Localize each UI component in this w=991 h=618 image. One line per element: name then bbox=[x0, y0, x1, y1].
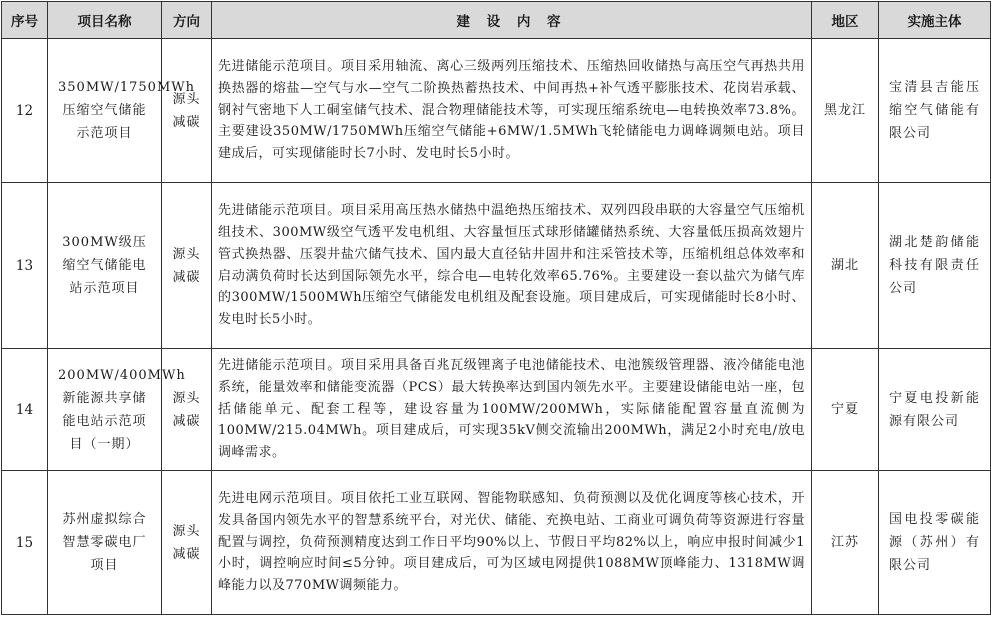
region-cell: 宁夏 bbox=[812, 349, 879, 471]
implementing-entity-cell: 国电投零碳能源（苏州）有限公司 bbox=[879, 471, 991, 615]
direction-cell: 源头减碳 bbox=[162, 183, 212, 349]
project-name-cell: 300MW级压缩空气储能电站示范项目 bbox=[48, 183, 162, 349]
table-header-row bbox=[2, 2, 991, 39]
implementing-entity-cell: 宁夏电投新能源有限公司 bbox=[879, 349, 991, 471]
project-name-cell: 200MW/400MWh新能源共享储能电站示范项目（一期） bbox=[48, 349, 162, 471]
region-cell: 江苏 bbox=[812, 471, 879, 615]
serial-number-cell: 13 bbox=[2, 183, 48, 349]
implementing-entity-cell: 湖北楚韵储能科技有限责任公司 bbox=[879, 183, 991, 349]
construction-content-cell: 先进电网示范项目。项目依托工业互联网、智能物联感知、负荷预测以及优化调度等核心技术，开发具备国内领先水平的智慧系统平台，对光伏、储能、充换电站、工商业可调负荷等资源进行容量配置与调控，负荷预测精度达到工作日平均90%以上、节假日平均82%以上，响应申报时间减少1小时，调控响应时间≤5分钟。项目建成后，可为区域电网提供1088MW顶峰能力、1318MW调峰能力以及770MW调频能力。 bbox=[212, 471, 812, 615]
serial-number-cell: 14 bbox=[2, 349, 48, 471]
serial-number-cell: 12 bbox=[2, 39, 48, 183]
table-row bbox=[2, 183, 991, 349]
project-name-cell: 350MW/1750MWh压缩空气储能示范项目 bbox=[48, 39, 162, 183]
construction-content-cell: 先进储能示范项目。项目采用高压热水储热中温绝热压缩技术、双列四段串联的大容量空气压缩机组技术、300MW级空气透平发电机组、大容量恒压式球形储罐储热系统、大容量低压损高效翅片管式换热器、压裂井盐穴储气技术、国内最大直径钻井固井和注采管技术等，压缩机组总体效率和启动满负荷时长达到国际领先水平，综合电—电转化效率65.76%。主要建设一套以盐穴为储气库的300MW/1500MWh压缩空气储能发电机组及配套设施。项目建成后，可实现储能时长8小时、发电时长5小时。 bbox=[212, 183, 812, 349]
region-cell: 黑龙江 bbox=[812, 39, 879, 183]
header-region: 地区 bbox=[812, 2, 879, 39]
header-construction-content: 建 设 内 容 bbox=[212, 2, 812, 39]
direction-cell: 源头减碳 bbox=[162, 39, 212, 183]
region-cell: 湖北 bbox=[812, 183, 879, 349]
header-direction: 方向 bbox=[162, 2, 212, 39]
construction-content-cell: 先进储能示范项目。项目采用轴流、离心三级两列压缩技术、压缩热回收储热与高压空气再热共用换热器的熔盐—空气与水—空气二阶换热蓄热技术、中间再热+补气透平膨胀技术、花岗岩承载、钢衬气密地下人工硐室储气技术、混合物理储能技术等，可实现压缩系统电—电转换效率73.8%。主要建设350MW/1750MWh压缩空气储能+6MW/1.5MWh飞轮储能电力调峰调频电站。项目建成后，可实现储能时长7小时、发电时长5小时。 bbox=[212, 39, 812, 183]
header-serial-number: 序号 bbox=[2, 2, 48, 39]
header-implementing-entity: 实施主体 bbox=[879, 2, 991, 39]
direction-cell: 源头减碳 bbox=[162, 349, 212, 471]
table-row bbox=[2, 39, 991, 183]
table-row bbox=[2, 471, 991, 615]
project-name-cell: 苏州虚拟综合智慧零碳电厂项目 bbox=[48, 471, 162, 615]
projects-table bbox=[1, 1, 991, 615]
header-project-name: 项目名称 bbox=[48, 2, 162, 39]
table-row bbox=[2, 349, 991, 471]
direction-cell: 源头减碳 bbox=[162, 471, 212, 615]
serial-number-cell: 15 bbox=[2, 471, 48, 615]
construction-content-cell: 先进储能示范项目。项目采用具备百兆瓦级锂离子电池储能技术、电池簇级管理器、液冷储能电池系统，能量效率和储能变流器（PCS）最大转换率达到国内领先水平。主要建设储能电站一座，包括储能单元、配套工程等，建设容量为100MW/200MWh，实际储能配置容量直流侧为100MW/215.04MWh。项目建成后，可实现35kV侧交流输出200MWh，满足2小时充电/放电调峰需求。 bbox=[212, 349, 812, 471]
implementing-entity-cell: 宝清县吉能压缩空气储能有限公司 bbox=[879, 39, 991, 183]
